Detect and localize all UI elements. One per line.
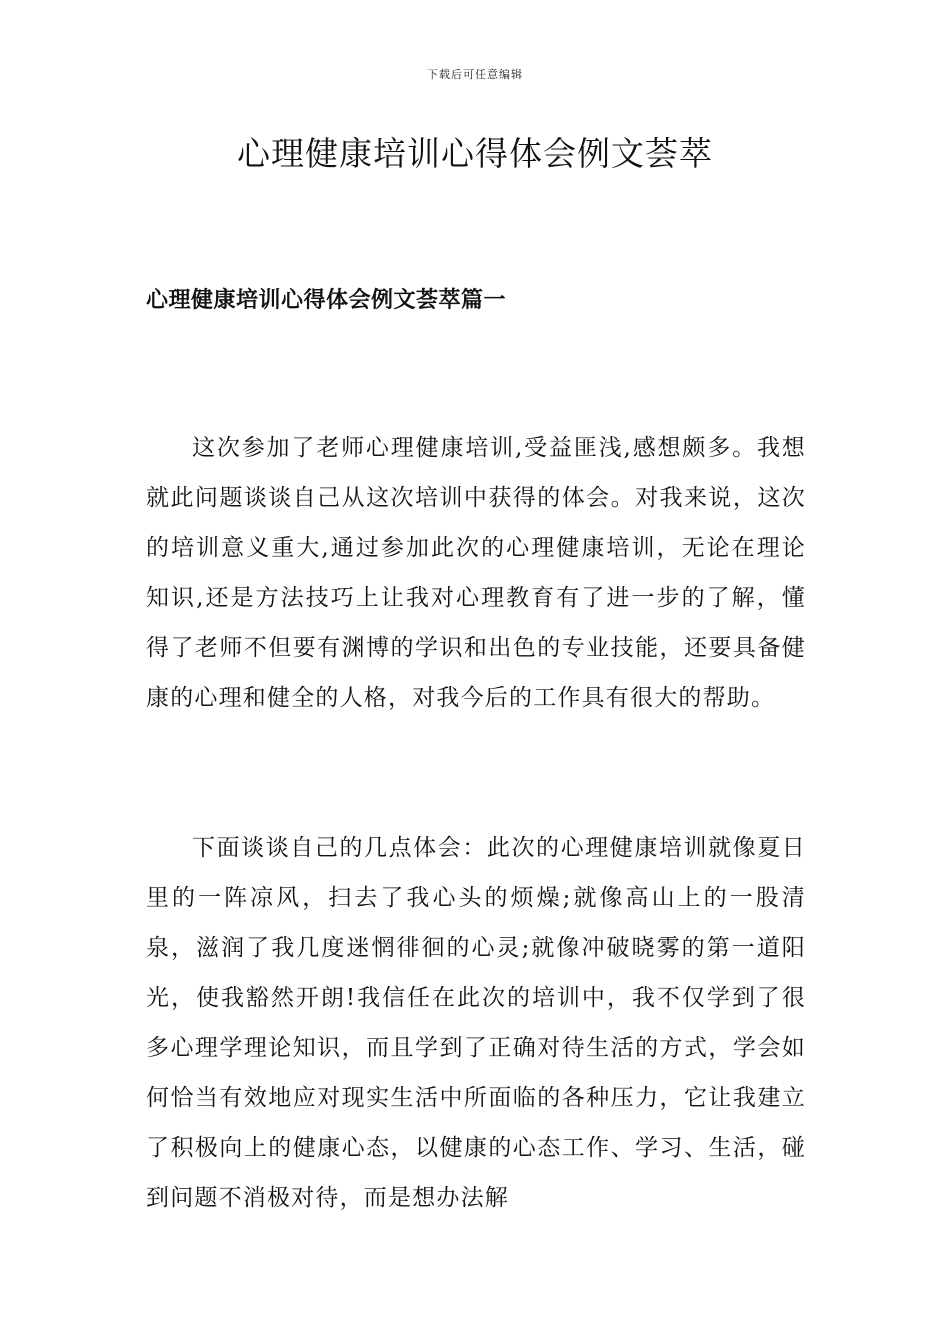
body-paragraph-2: 下面谈谈自己的几点体会：此次的心理健康培训就像夏日里的一阵凉风，扫去了我心头的烦燥;就像高山上的一股清泉，滋润了我几度迷惘徘徊的心灵;就像冲破晓雾的第一道阳光，使我豁然开朗!我信任在此次的培训中，我不仅学到了很多心理学理论知识，而且学到了正确对待生活的方式，学会如何恰当有效地应对现实生活中所面临的各种压力，它让我建立了积极向上的健康心态，以健康的心态工作、学习、生活，碰到问题不消极对待，而是想办法解 [146, 835, 806, 1211]
body-paragraph-1: 这次参加了老师心理健康培训,受益匪浅,感想颇多。我想就此问题谈谈自己从这次培训中获得的体会。对我来说，这次的培训意义重大,通过参加此次的心理健康培训，无论在理论知识,还是方法技巧上让我对心理教育有了进一步的了解，懂得了老师不但要有渊博的学识和出色的专业技能，还要具备健康的心理和健全的人格，对我今后的工作具有很大的帮助。 [146, 435, 806, 711]
document-title: 心理健康培训心得体会例文荟萃 [237, 134, 713, 173]
header-note: 下载后可任意编辑 [427, 68, 523, 81]
section-title: 心理健康培训心得体会例文荟萃篇一 [146, 287, 507, 313]
